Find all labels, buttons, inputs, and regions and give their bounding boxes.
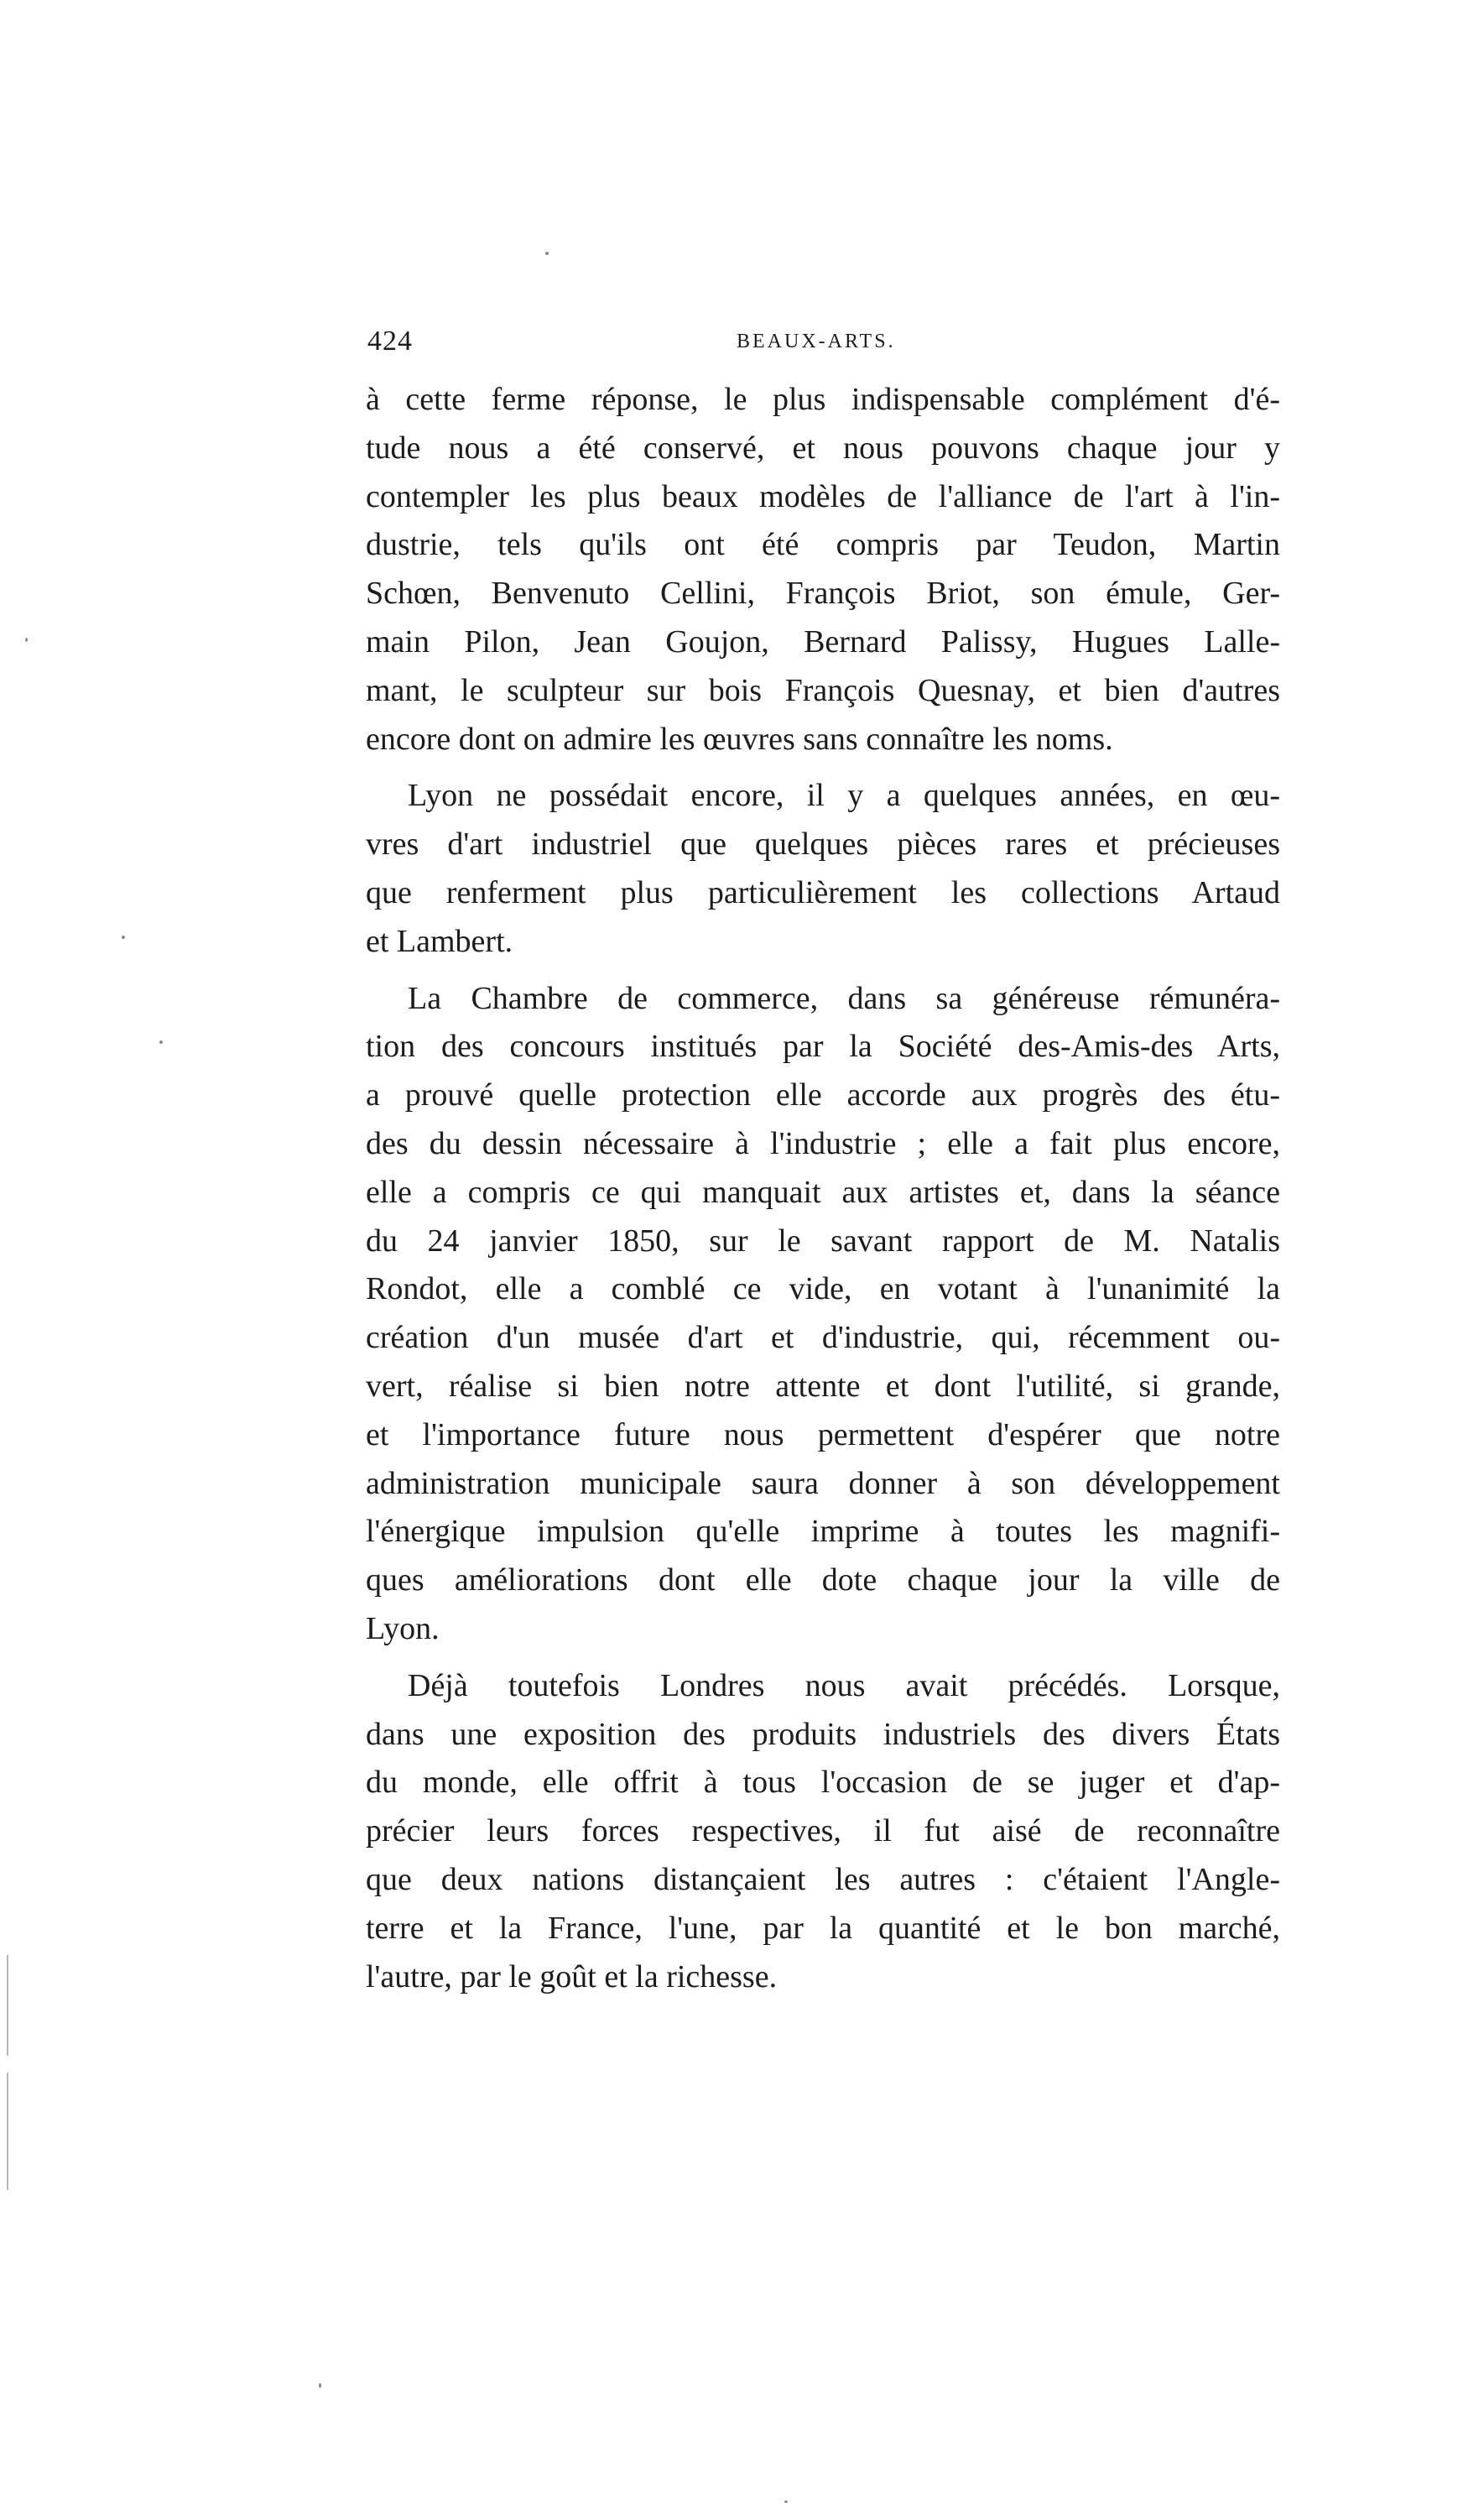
text-line: administration municipale saura donner à son développement (366, 1465, 1280, 1501)
paragraph-2 (366, 772, 1280, 966)
page-number: 424 (367, 326, 413, 357)
text-line: du monde, elle offrit à tous l'occasion de se juger et d'ap- (366, 1765, 1280, 1801)
text-line: terre et la France, l'une, par la quantité et le bon marché, (366, 1910, 1280, 1946)
text-line: l'énergique impulsion qu'elle imprime à toutes les magnifi- (366, 1514, 1280, 1550)
running-head (367, 326, 1273, 359)
section-title: BEAUX-ARTS. (737, 331, 896, 352)
paragraph-3 (366, 975, 1280, 1654)
text-line: Rondot, elle a comblé ce vide, en votant à l'unanimité la (366, 1271, 1280, 1307)
scan-speck (25, 638, 28, 642)
text-line: encore dont on admire les œuvres sans connaître les noms. (366, 721, 1113, 757)
text-line: elle a compris ce qui manquait aux artistes et, dans la séance (366, 1174, 1280, 1210)
text-line: ques améliorations dont elle dote chaque jour la ville de (366, 1562, 1280, 1598)
scan-speck (545, 252, 549, 255)
text-line: main Pilon, Jean Goujon, Bernard Palissy, Hugues Lalle- (366, 623, 1280, 660)
text-line: que deux nations distançaient les autres : c'étaient l'Angle- (366, 1861, 1280, 1897)
scan-speck (159, 1040, 163, 1044)
text-line: a prouvé quelle protection elle accorde aux progrès des étu- (366, 1077, 1280, 1113)
text-line: et Lambert. (366, 923, 513, 959)
scan-speck (784, 2500, 788, 2503)
text-line: dans une exposition des produits industriels des divers États (366, 1716, 1280, 1752)
text-line: et l'importance future nous permettent d'espérer que notre (366, 1416, 1280, 1452)
text-line: vres d'art industriel que quelques pièces rares et précieuses (366, 826, 1280, 863)
text-line: que renferment plus particulièrement les collections Artaud (366, 874, 1280, 910)
text-line: dustrie, tels qu'ils ont été compris par Teudon, Martin (366, 527, 1280, 563)
text-line: l'autre, par le goût et la richesse. (366, 1958, 778, 1994)
text-line: précier leurs forces respectives, il fut aisé de reconnaître (366, 1813, 1280, 1849)
text-line: tude nous a été conservé, et nous pouvons chaque jour y (366, 430, 1280, 466)
text-line: Lyon. (366, 1610, 440, 1646)
text-line: du 24 janvier 1850, sur le savant rapport de M. Natalis (366, 1223, 1280, 1259)
text-line: tion des concours institués par la Société des-Amis-des Arts, (366, 1029, 1280, 1065)
paragraph-1 (366, 376, 1280, 764)
body-text (366, 376, 1280, 2010)
text-line: à cette ferme réponse, le plus indispensable complément d'é- (366, 382, 1280, 417)
text-line: création d'un musée d'art et d'industrie, qui, récemment ou- (366, 1320, 1280, 1356)
text-line: mant, le sculpteur sur bois François Quesnay, et bien d'autres (366, 672, 1280, 708)
text-line: vert, réalise si bien notre attente et dont l'utilité, si grande, (366, 1368, 1280, 1404)
text-line: contempler les plus beaux modèles de l'alliance de l'art à l'in- (366, 478, 1280, 514)
scan-edge-line (7, 2073, 8, 2190)
scan-speck (319, 2383, 321, 2388)
text-line: Lyon ne possédait encore, il y a quelques années, en œu- (408, 778, 1280, 814)
scan-edge-line (7, 1955, 8, 2056)
scan-speck (122, 936, 125, 939)
text-line: Déjà toutefois Londres nous avait précédés. Lorsque, (408, 1667, 1280, 1703)
text-line: La Chambre de commerce, dans sa généreuse rémunéra- (408, 980, 1280, 1016)
text-line: des du dessin nécessaire à l'industrie ; elle a fait plus encore, (366, 1125, 1280, 1161)
paragraph-4 (366, 1662, 1280, 2002)
text-line: Schœn, Benvenuto Cellini, François Briot, son émule, Ger- (366, 576, 1280, 612)
